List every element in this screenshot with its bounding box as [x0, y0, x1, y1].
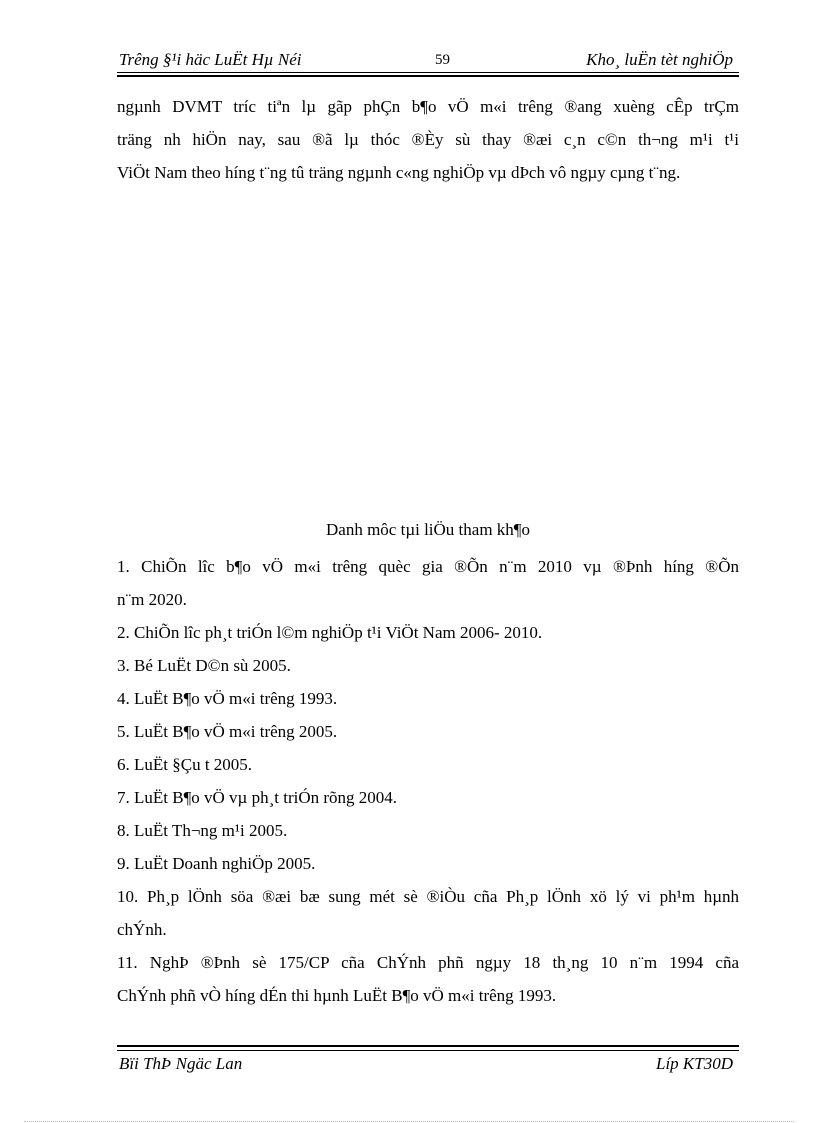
- footer-rule-thick: [117, 1045, 739, 1047]
- header-thesis-type: Kho¸ luËn tèt nghiÖp: [586, 50, 733, 69]
- reference-item: 6. LuËt §Çu t 2005.: [117, 755, 253, 774]
- page-bottom-dotted-line: [24, 1121, 794, 1122]
- header-school: Trêng §¹i häc LuËt Hµ Néi: [119, 50, 302, 69]
- references-title: Danh môc tµi liÖu tham kh¶o: [326, 520, 530, 539]
- header-rule-thick: [117, 75, 739, 77]
- reference-item: 11. NghÞ ®Þnh sè 175/CP cña ChÝnh phñ ngµy 18 th¸ng 10 n¨m 1994 cña: [117, 953, 739, 972]
- intro-line: träng nh hiÖn nay, sau ®ã lµ thóc ®Èy sù thay ®æi c¸n c©n th¬ng m¹i t¹i: [117, 130, 739, 149]
- reference-item-continuation: n¨m 2020.: [117, 590, 187, 609]
- reference-item: 10. Ph¸p lÖnh söa ®æi bæ sung mét sè ®iÒu cña Ph¸p lÖnh xö lý vi ph¹m hµnh: [117, 887, 739, 906]
- page-footer: [117, 1054, 737, 1078]
- reference-item: 5. LuËt B¶o vÖ m«i trêng 2005.: [117, 722, 338, 741]
- reference-item-continuation: ChÝnh phñ vÒ híng dÉn thi hµnh LuËt B¶o vÖ m«i trêng 1993.: [117, 986, 557, 1005]
- reference-item: 3. Bé LuËt D©n sù 2005.: [117, 656, 291, 675]
- page-header: [117, 48, 737, 72]
- reference-item: 9. LuËt Doanh nghiÖp 2005.: [117, 854, 316, 873]
- footer-rule-thin: [117, 1050, 739, 1051]
- reference-item: 4. LuËt B¶o vÖ m«i trêng 1993.: [117, 689, 338, 708]
- page-number: 59: [435, 52, 450, 68]
- reference-item-continuation: chÝnh.: [117, 920, 167, 939]
- reference-item: 2. ChiÕn lîc ph¸t triÓn l©m nghiÖp t¹i ViÖt Nam 2006- 2010.: [117, 623, 543, 642]
- intro-line: ngµnh DVMT tríc tiªn lµ gãp phÇn b¶o vÖ m«i trêng ®ang xuèng cÊp trÇm: [117, 97, 739, 116]
- reference-item: 1. ChiÕn lîc b¶o vÖ m«i trêng quèc gia ®Õn n¨m 2010 vµ ®Þnh híng ®Õn: [117, 557, 739, 576]
- reference-item: 8. LuËt Th¬ng m¹i 2005.: [117, 821, 288, 840]
- intro-paragraph: [117, 90, 739, 189]
- reference-item: 7. LuËt B¶o vÖ vµ ph¸t triÓn rõng 2004.: [117, 788, 398, 807]
- intro-line: ViÖt Nam theo híng t¨ng tû träng ngµnh c«ng nghiÖp vµ dÞch vô ngµy cµng t¨ng.: [117, 163, 681, 182]
- footer-author: Bïi ThÞ Ngäc Lan: [119, 1054, 243, 1073]
- references-list: [117, 550, 739, 1012]
- footer-class: Líp KT30D: [656, 1054, 733, 1073]
- header-rule-thin: [117, 72, 739, 73]
